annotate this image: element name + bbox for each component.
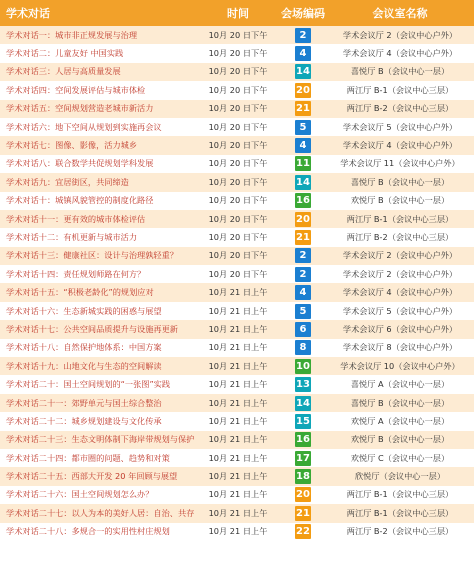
time-cell: 10月 21 日上午 — [208, 434, 268, 445]
venue-code-cell — [280, 340, 326, 355]
time-cell: 10月 21 日上午 — [208, 360, 268, 371]
time-cell: 10月 21 日上午 — [208, 489, 268, 500]
venue-code-badge: 21 — [296, 231, 310, 243]
venue-code-badge: 2 — [295, 267, 311, 282]
dialogue-topic: 公共空间品质提升与设施再更新 — [63, 323, 178, 334]
dialogue-number: 学术对话五： — [6, 103, 56, 114]
venue-code-badge: 5 — [295, 304, 311, 319]
room-cell: 两江厅 B-2（会议中心三层） — [346, 103, 454, 114]
venue-code-cell — [280, 248, 326, 263]
room-cell: 学术会议厅 10（会议中心户外） — [340, 360, 460, 371]
table-body — [0, 26, 474, 541]
dialogue-cell — [0, 453, 196, 464]
venue-code-cell — [280, 414, 326, 429]
room-cell: 学术会议厅 5（会议中心户外） — [342, 305, 458, 316]
room-cell: 两江厅 B-1（会议中心三层） — [346, 213, 454, 224]
venue-code-badge: 2 — [295, 28, 311, 43]
dialogue-cell — [0, 471, 196, 482]
dialogue-topic: 地下空间从规划到实施再会议 — [55, 121, 162, 132]
venue-code-cell — [280, 396, 326, 411]
table-row — [0, 357, 474, 375]
time-cell: 10月 21 日上午 — [208, 323, 268, 334]
dialogue-cell — [0, 103, 196, 114]
room-cell: 欢悦厅 B（会议中心一层） — [350, 195, 450, 206]
table-row — [0, 302, 474, 320]
table-row — [0, 504, 474, 522]
dialogue-topic: 生态文明体制下海岸带规划与保护 — [71, 434, 195, 445]
room-cell: 学术会议厅 2（会议中心户外） — [342, 268, 458, 279]
dialogue-topic: 西部大开发 20 年回顾与展望 — [71, 471, 178, 482]
dialogue-cell — [0, 122, 196, 133]
dialogue-topic: 责任规划师路在何方？ — [63, 268, 146, 279]
venue-code-cell — [280, 175, 326, 190]
dialogue-cell — [0, 30, 196, 41]
dialogue-cell — [0, 489, 196, 500]
dialogue-number: 学术对话十： — [6, 195, 56, 206]
header-dialogue: 学术对话 — [6, 7, 50, 20]
time-cell: 10月 20 日下午 — [208, 195, 268, 206]
dialogue-topic: 城乡规划建设与文化传承 — [71, 415, 162, 426]
table-row — [0, 63, 474, 81]
dialogue-cell — [0, 379, 196, 390]
table-row — [0, 81, 474, 99]
table-row — [0, 136, 474, 154]
time-cell: 10月 20 日下午 — [208, 48, 268, 59]
dialogue-topic: 人居与高质量发展 — [55, 66, 121, 77]
venue-code-cell — [280, 304, 326, 319]
room-cell: 喜悦厅 B（会议中心一层） — [350, 66, 450, 77]
venue-code-cell — [280, 267, 326, 282]
dialogue-number: 学术对话一： — [6, 29, 56, 40]
dialogue-number: 学术对话二十： — [6, 379, 64, 390]
dialogue-cell — [0, 195, 196, 206]
dialogue-cell — [0, 269, 196, 280]
time-cell: 10月 20 日下午 — [208, 121, 268, 132]
time-cell: 10月 21 日上午 — [208, 287, 268, 298]
table-row — [0, 375, 474, 393]
time-cell: 10月 20 日下午 — [208, 140, 268, 151]
dialogue-cell — [0, 85, 196, 96]
time-cell: 10月 20 日下午 — [208, 213, 268, 224]
table-row — [0, 100, 474, 118]
venue-code-badge: 17 — [296, 452, 310, 464]
dialogue-topic: 以人为本的美好人居：自治、共存 — [71, 507, 195, 518]
room-cell: 欢悦厅 B（会议中心一层） — [350, 434, 450, 445]
dialogue-topic: 空间规划营造老城市新活力 — [55, 103, 154, 114]
dialogue-cell — [0, 434, 196, 445]
table-row — [0, 44, 474, 62]
time-cell: 10月 20 日下午 — [208, 84, 268, 95]
venue-code-badge: 13 — [296, 379, 310, 391]
room-cell: 两江厅 B-1（会议中心三层） — [346, 507, 454, 518]
venue-code-cell — [280, 506, 326, 521]
dialogue-number: 学术对话八： — [6, 158, 56, 169]
room-cell: 欣悦厅（会议中心一层） — [354, 471, 446, 482]
venue-code-cell — [280, 120, 326, 135]
dialogue-topic: 山地文化与生态的空间解读 — [63, 360, 162, 371]
venue-code-badge: 21 — [296, 103, 310, 115]
venue-code-badge: 22 — [296, 526, 310, 538]
table-row — [0, 339, 474, 357]
room-cell: 学术会议厅 4（会议中心户外） — [342, 48, 458, 59]
dialogue-number: 学术对话二： — [6, 48, 56, 59]
venue-code-cell — [280, 64, 326, 79]
venue-code-cell — [280, 138, 326, 153]
table-row — [0, 467, 474, 485]
dialogue-cell — [0, 342, 196, 353]
room-cell: 两江厅 B-2（会议中心三层） — [346, 231, 454, 242]
time-cell: 10月 20 日下午 — [208, 250, 268, 261]
venue-code-cell — [280, 212, 326, 227]
time-cell: 10月 21 日上午 — [208, 305, 268, 316]
venue-code-cell — [280, 230, 326, 245]
time-cell: 10月 20 日下午 — [208, 66, 268, 77]
venue-code-cell — [280, 359, 326, 374]
dialogue-cell — [0, 416, 196, 427]
header-time: 时间 — [227, 7, 249, 20]
table-row — [0, 247, 474, 265]
table-row — [0, 192, 474, 210]
venue-code-badge: 4 — [295, 285, 311, 300]
venue-code-cell — [280, 46, 326, 61]
dialogue-number: 学术对话四： — [6, 84, 56, 95]
dialogue-number: 学术对话十五： — [6, 287, 64, 298]
dialogue-number: 学术对话二十一： — [6, 397, 72, 408]
room-cell: 欢悦厅 C（会议中心一层） — [350, 452, 450, 463]
room-cell: 学术会议厅 4（会议中心户外） — [342, 140, 458, 151]
dialogue-topic: 生态新城实践的困惑与展望 — [63, 305, 162, 316]
table-row — [0, 173, 474, 191]
dialogue-number: 学术对话九： — [6, 176, 56, 187]
venue-code-badge: 16 — [296, 195, 310, 207]
time-cell: 10月 20 日下午 — [208, 29, 268, 40]
venue-code-cell — [280, 469, 326, 484]
dialogue-number: 学术对话十一： — [6, 213, 64, 224]
time-cell: 10月 20 日下午 — [208, 268, 268, 279]
dialogue-topic: 国土空间规划怎么办？ — [71, 489, 154, 500]
venue-code-badge: 14 — [296, 66, 310, 78]
time-cell: 10月 21 日上午 — [208, 397, 268, 408]
venue-code-badge: 4 — [295, 138, 311, 153]
room-cell: 学术会议厅 2（会议中心户外） — [342, 29, 458, 40]
table-row — [0, 210, 474, 228]
dialogue-number: 学术对话十四： — [6, 268, 64, 279]
time-cell: 10月 21 日上午 — [208, 507, 268, 518]
time-cell: 10月 20 日下午 — [208, 231, 268, 242]
header-room-name: 会议室名称 — [372, 7, 428, 20]
venue-code-badge: 20 — [296, 489, 310, 501]
venue-code-cell — [280, 322, 326, 337]
time-cell: 10月 21 日上午 — [208, 415, 268, 426]
room-cell: 喜悦厅 B（会议中心一层） — [350, 176, 450, 187]
dialogue-number: 学术对话二十三： — [6, 434, 72, 445]
table-row — [0, 228, 474, 246]
venue-code-badge: 2 — [295, 248, 311, 263]
dialogue-topic: 联合数学共促规划学科发展 — [55, 158, 154, 169]
venue-code-badge: 20 — [296, 213, 310, 225]
room-cell: 两江厅 B-2（会议中心三层） — [346, 526, 454, 537]
dialogue-number: 学术对话十六： — [6, 305, 64, 316]
table-row — [0, 320, 474, 338]
room-cell: 学术会议厅 5（会议中心户外） — [342, 121, 458, 132]
table-row — [0, 412, 474, 430]
time-cell: 10月 20 日下午 — [208, 158, 268, 169]
table-row — [0, 155, 474, 173]
dialogue-topic: 自然保护地体系：中国方案 — [63, 342, 162, 353]
dialogue-topic: 图像、影像，活力城乡 — [55, 140, 138, 151]
table-row — [0, 523, 474, 541]
venue-code-badge: 16 — [296, 434, 310, 446]
dialogue-topic: 空间发展评估与城市体检 — [55, 84, 146, 95]
dialogue-cell — [0, 66, 196, 77]
venue-code-badge: 14 — [296, 176, 310, 188]
venue-code-cell — [280, 451, 326, 466]
room-cell: 两江厅 B-1（会议中心三层） — [346, 84, 454, 95]
time-cell: 10月 21 日上午 — [208, 342, 268, 353]
dialogue-number: 学术对话二十七： — [6, 507, 72, 518]
dialogue-number: 学术对话十八： — [6, 342, 64, 353]
dialogue-number: 学术对话十三： — [6, 250, 64, 261]
dialogue-number: 学术对话二十四： — [6, 452, 72, 463]
dialogue-cell — [0, 177, 196, 188]
dialogue-cell — [0, 361, 196, 372]
venue-code-badge: 21 — [296, 507, 310, 519]
venue-code-cell — [280, 156, 326, 171]
dialogue-topic: 多规合一的实用性村庄规划 — [71, 526, 170, 537]
dialogue-cell — [0, 287, 196, 298]
dialogue-cell — [0, 214, 196, 225]
venue-code-badge: 15 — [296, 415, 310, 427]
dialogue-topic: 有机更新与城市活力 — [63, 231, 138, 242]
room-cell: 喜悦厅 B（会议中心一层） — [350, 397, 450, 408]
dialogue-topic: 国土空间规划的“一张图”实践 — [63, 379, 171, 390]
venue-code-badge: 14 — [296, 397, 310, 409]
time-cell: 10月 21 日上午 — [208, 526, 268, 537]
header-venue-code: 会场编码 — [281, 7, 325, 20]
dialogue-cell — [0, 306, 196, 317]
dialogue-cell — [0, 250, 196, 261]
venue-code-badge: 10 — [296, 360, 310, 372]
venue-code-badge: 18 — [296, 471, 310, 483]
room-cell: 学术会议厅 11（会议中心户外） — [340, 158, 460, 169]
venue-code-badge: 8 — [295, 340, 311, 355]
dialogue-topic: 城镇风貌管控的制度化路径 — [55, 195, 154, 206]
venue-code-cell — [280, 432, 326, 447]
dialogue-number: 学术对话六： — [6, 121, 56, 132]
dialogue-topic: 城市非正规发展与治理 — [55, 29, 138, 40]
dialogue-topic: 儿童友好 中国实践 — [55, 48, 124, 59]
venue-code-badge: 6 — [295, 322, 311, 337]
room-cell: 学术会议厅 8（会议中心户外） — [342, 342, 458, 353]
venue-code-cell — [280, 487, 326, 502]
dialogue-topic: 更有效的城市体检评估 — [63, 213, 146, 224]
venue-code-cell — [280, 377, 326, 392]
dialogue-number: 学术对话七： — [6, 140, 56, 151]
room-cell: 欢悦厅 A（会议中心一层） — [350, 415, 450, 426]
dialogue-number: 学术对话二十六： — [6, 489, 72, 500]
room-cell: 学术会议厅 4（会议中心户外） — [342, 287, 458, 298]
dialogue-cell — [0, 508, 196, 519]
venue-code-cell — [280, 524, 326, 539]
table-row — [0, 118, 474, 136]
venue-code-cell — [280, 83, 326, 98]
time-cell: 10月 21 日上午 — [208, 379, 268, 390]
dialogue-cell — [0, 140, 196, 151]
dialogue-number: 学术对话十九： — [6, 360, 64, 371]
venue-code-cell — [280, 101, 326, 116]
table-row — [0, 26, 474, 44]
dialogue-topic: 都市圈的问题、趋势和对策 — [71, 452, 170, 463]
dialogue-topic: 健康社区：设计与治理孰轻重？ — [63, 250, 178, 261]
venue-code-cell — [280, 285, 326, 300]
dialogue-number: 学术对话二十五： — [6, 471, 72, 482]
table-row — [0, 265, 474, 283]
table-row — [0, 394, 474, 412]
dialogue-cell — [0, 158, 196, 169]
time-cell: 10月 21 日上午 — [208, 452, 268, 463]
dialogue-cell — [0, 398, 196, 409]
dialogue-topic: “积极老龄化”的规划应对 — [63, 287, 154, 298]
venue-code-badge: 4 — [295, 46, 311, 61]
dialogue-cell — [0, 48, 196, 59]
venue-code-badge: 5 — [295, 120, 311, 135]
dialogue-cell — [0, 232, 196, 243]
room-cell: 学术会议厅 6（会议中心户外） — [342, 323, 458, 334]
dialogue-number: 学术对话十七： — [6, 323, 64, 334]
dialogue-number: 学术对话二十二： — [6, 415, 72, 426]
dialogue-number: 学术对话二十八： — [6, 526, 72, 537]
room-cell: 两江厅 B-1（会议中心三层） — [346, 489, 454, 500]
dialogue-number: 学术对话十二： — [6, 231, 64, 242]
table-row — [0, 449, 474, 467]
dialogue-cell — [0, 526, 196, 537]
room-cell: 喜悦厅 A（会议中心一层） — [350, 379, 450, 390]
dialogue-number: 学术对话三： — [6, 66, 56, 77]
room-cell: 学术会议厅 2（会议中心户外） — [342, 250, 458, 261]
venue-code-cell — [280, 193, 326, 208]
venue-code-badge: 11 — [296, 158, 310, 170]
table-row — [0, 486, 474, 504]
dialogue-topic: 宜居街区，共同缔造 — [55, 176, 129, 187]
time-cell: 10月 20 日下午 — [208, 103, 268, 114]
dialogue-cell — [0, 324, 196, 335]
table-row — [0, 283, 474, 301]
venue-code-cell — [280, 28, 326, 43]
table-header — [0, 0, 474, 26]
venue-code-badge: 20 — [296, 84, 310, 96]
table-row — [0, 431, 474, 449]
time-cell: 10月 21 日上午 — [208, 471, 268, 482]
time-cell: 10月 20 日下午 — [208, 176, 268, 187]
dialogue-topic: 郊野单元与国土综合整治 — [71, 397, 162, 408]
